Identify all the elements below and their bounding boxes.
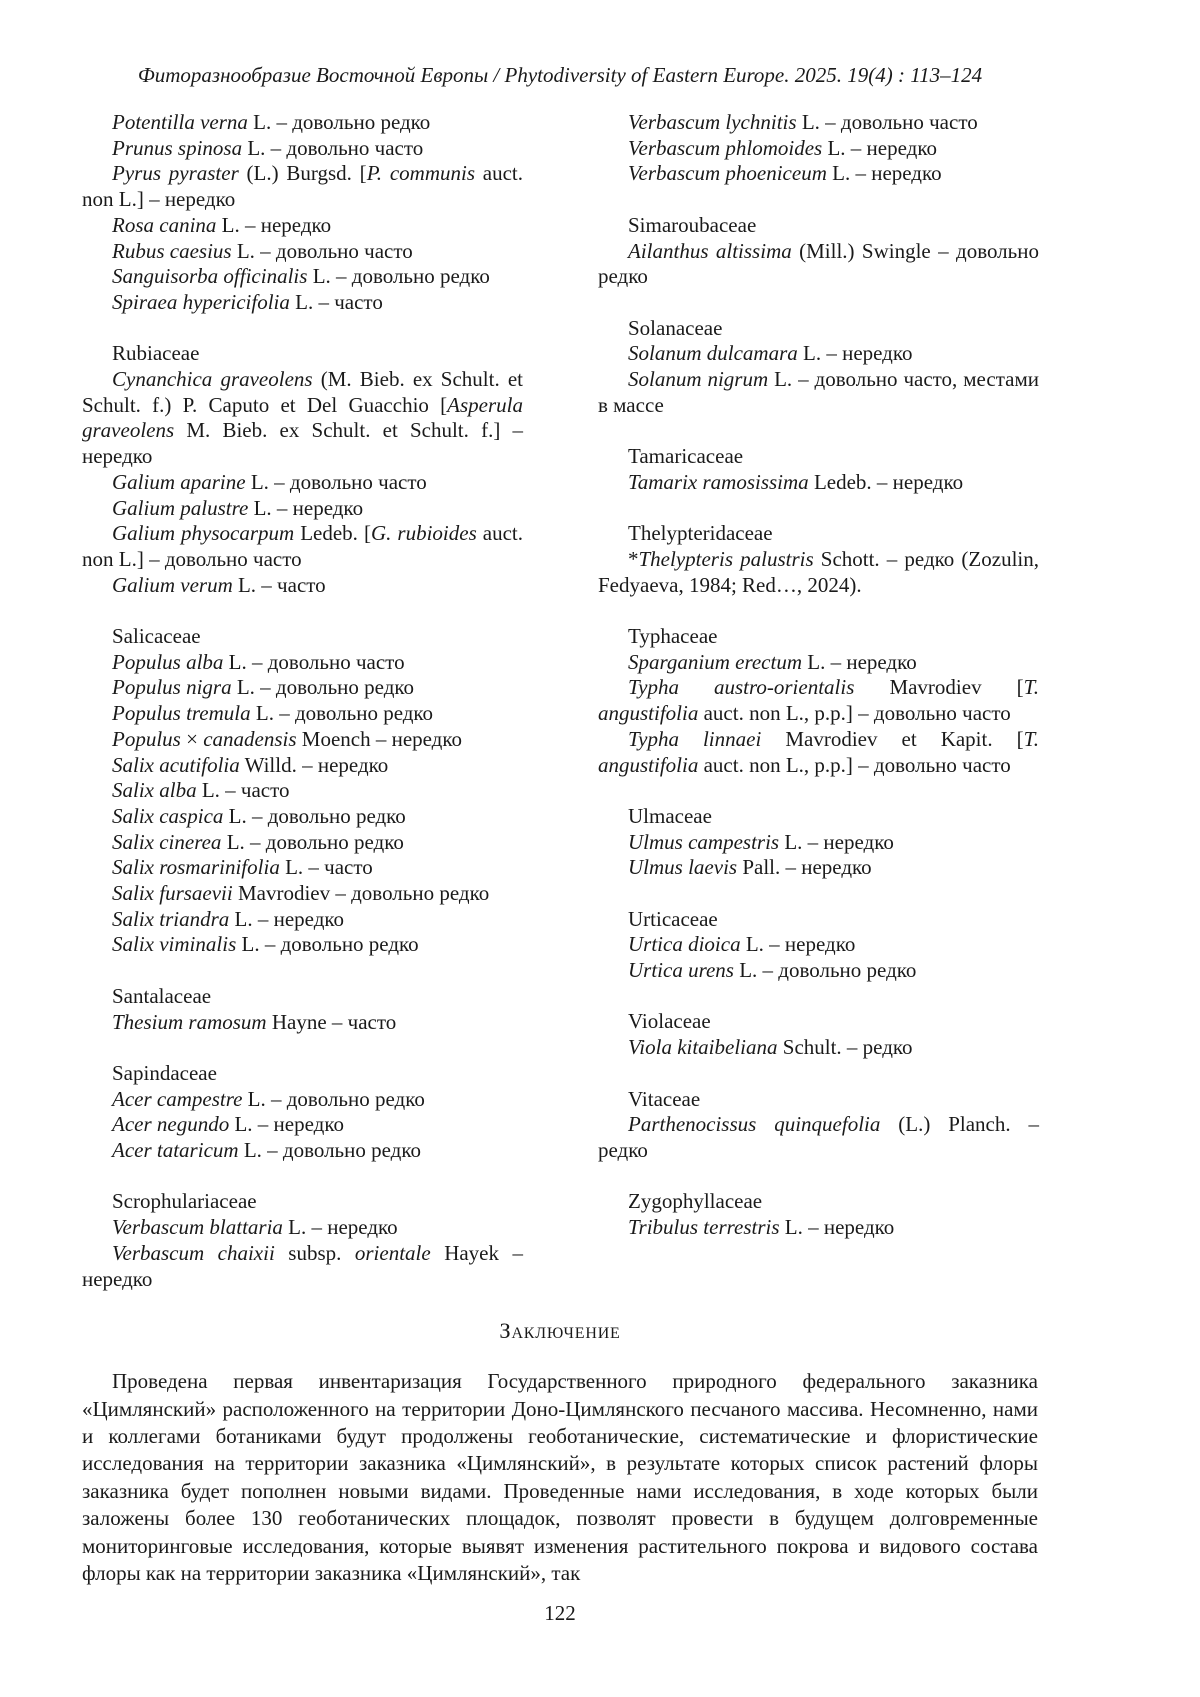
species-entry: Acer tataricum L. – довольно редко	[112, 1138, 421, 1163]
species-entry: Verbascum blattaria L. – нередко	[112, 1215, 398, 1240]
family-heading: Vitaceae	[628, 1086, 701, 1111]
species-entry: Salix triandra L. – нередко	[112, 906, 345, 931]
species-entry: Prunus spinosa L. – довольно часто	[112, 135, 424, 160]
family-heading: Sapindaceae	[112, 1060, 217, 1085]
family-heading: Santalaceae	[112, 983, 212, 1008]
species-entry: Sparganium erectum L. – нередко	[628, 649, 917, 674]
family-heading: Violaceae	[628, 1009, 711, 1034]
family-heading: Zygophyllaceae	[628, 1189, 763, 1214]
species-entry: Ulmus campestris L. – нередко	[628, 829, 894, 854]
species-entry: Populus × canadensis Moench – нередко	[112, 726, 463, 751]
family-heading: Salicaceae	[112, 624, 201, 649]
species-entry: Populus tremula L. – довольно редко	[112, 701, 434, 726]
family-heading: Ulmaceae	[628, 803, 712, 828]
species-entry: Galium palustre L. – нередко	[112, 495, 364, 520]
species-list	[82, 110, 1039, 1292]
species-entry: Solanum dulcamara L. – нередко	[628, 341, 913, 366]
species-entry: Verbascum lychnitis L. – довольно часто	[628, 110, 978, 134]
species-entry: Acer negundo L. – нередко	[112, 1112, 344, 1137]
species-entry: Populus nigra L. – довольно редко	[112, 675, 415, 700]
species-entry: Salix fursaevii Mavrodiev – довольно редко	[112, 881, 490, 906]
conclusion-heading: Заключение	[499, 1318, 621, 1344]
species-entry: Tribulus terrestris L. – нередко	[628, 1215, 895, 1240]
family-heading: Typhaceae	[628, 623, 718, 648]
species-entry: Salix rosmarinifolia L. – часто	[112, 855, 373, 880]
species-entry: Parthenocissus quinquefolia (L.) Planch. – редко	[598, 1112, 1039, 1162]
family-heading: Solanaceae	[628, 315, 723, 340]
species-entry: Salix caspica L. – довольно редко	[112, 803, 406, 828]
species-entry: Populus alba L. – довольно часто	[112, 649, 405, 674]
species-entry: Spiraea hypericifolia L. – часто	[112, 289, 383, 314]
species-entry: Salix alba L. – часто	[112, 778, 290, 803]
species-entry: Viola kitaibeliana Schult. – редко	[628, 1035, 913, 1060]
species-entry: Thesium ramosum Hayne – часто	[112, 1009, 397, 1034]
journal-running-head: Фиторазнообразие Восточной Европы / Phytodiversity of Eastern Europe. 2025. 19(4) : 113–124	[137, 63, 983, 87]
species-entry: Verbascum chaixii subsp. orientale Hayek – нередко	[82, 1240, 523, 1291]
species-entry: Potentilla verna L. – довольно редко	[112, 110, 431, 134]
species-entry: Pyrus pyraster (L.) Burgsd. [P. communis auct. non L.] – нередко	[82, 161, 523, 212]
species-entry: Salix acutifolia Willd. – нередко	[112, 752, 389, 777]
species-entry: Tamarix ramosissima Ledeb. – нередко	[628, 469, 964, 494]
species-entry: Verbascum phlomoides L. – нередко	[628, 135, 937, 160]
species-entry: Salix viminalis L. – довольно редко	[112, 932, 419, 957]
species-column-left	[82, 110, 523, 1292]
species-entry: Rubus caesius L. – довольно часто	[112, 238, 413, 263]
conclusion-paragraph: Проведена первая инвентаризация Государственного природного федерального заказника «Цимлянский» расположенного на территории Доно-Цимлянского песчаного массива. Несомненно, нами и коллегами ботаниками будут продолжены геоботанические, систематические и флористические исследования на территории заказника «Цимлянский», в результате которых список растений флоры заказника будет пополнен новыми видами. Проведенные нами исследования, в ходе которых были заложены более 130 геоботанических площадок, позволят провести в будущем долговременные мониторинговые исследования, которые выявят изменения растительного покрова и видового состава флоры как на территории заказника «Цимлянский», так	[82, 1369, 1038, 1586]
species-entry: Galium verum L. – часто	[112, 572, 326, 597]
species-column-right	[598, 110, 1039, 1292]
species-entry: Urtica urens L. – довольно редко	[628, 958, 917, 983]
species-entry: Cynanchica graveolens (M. Bieb. ex Schult. et Schult. f.) P. Caputo et Del Guacchio [Asperula graveolens M. Bieb. ex Schult. et Schult. f.] – нередко	[82, 367, 523, 469]
family-heading: Rubiaceae	[112, 341, 200, 366]
species-entry: Typha linnaei Mavrodiev et Kapit. [T. angustifolia auct. non L., p.p.] – довольно часто	[598, 726, 1039, 777]
species-entry: Ulmus laevis Pall. – нередко	[628, 855, 872, 880]
species-entry: Typha austro-orientalis Mavrodiev [T. angustifolia auct. non L., p.p.] – довольно часто	[598, 675, 1039, 726]
species-entry: Sanguisorba officinalis L. – довольно редко	[112, 264, 490, 289]
species-entry: Acer campestre L. – довольно редко	[112, 1086, 425, 1111]
family-heading: Simaroubaceae	[628, 212, 757, 237]
species-entry: Galium physocarpum Ledeb. [G. rubioides auct. non L.] – довольно часто	[82, 521, 524, 571]
family-heading: Urticaceae	[628, 906, 718, 931]
family-heading: Scrophulariaceae	[112, 1189, 257, 1214]
family-heading: Thelypteridaceae	[628, 521, 773, 546]
species-entry: Salix cinerea L. – довольно редко	[112, 829, 404, 854]
species-entry: Rosa canina L. – нередко	[112, 212, 332, 237]
species-entry: Ailanthus altissima (Mill.) Swingle – довольно редко	[598, 238, 1039, 289]
species-entry: Solanum nigrum L. – довольно часто, местами в массе	[598, 367, 1039, 417]
species-entry: Verbascum phoeniceum L. – нередко	[628, 161, 942, 186]
species-entry: Galium aparine L. – довольно часто	[112, 469, 427, 494]
species-entry: Urtica dioica L. – нередко	[628, 932, 856, 957]
family-heading: Tamaricaceae	[628, 444, 744, 469]
species-entry: *Thelypteris palustris Schott. – редко (Zozulin, Fedyaeva, 1984; Red…, 2024).	[598, 546, 1039, 597]
page-number: 122	[544, 1600, 576, 1625]
